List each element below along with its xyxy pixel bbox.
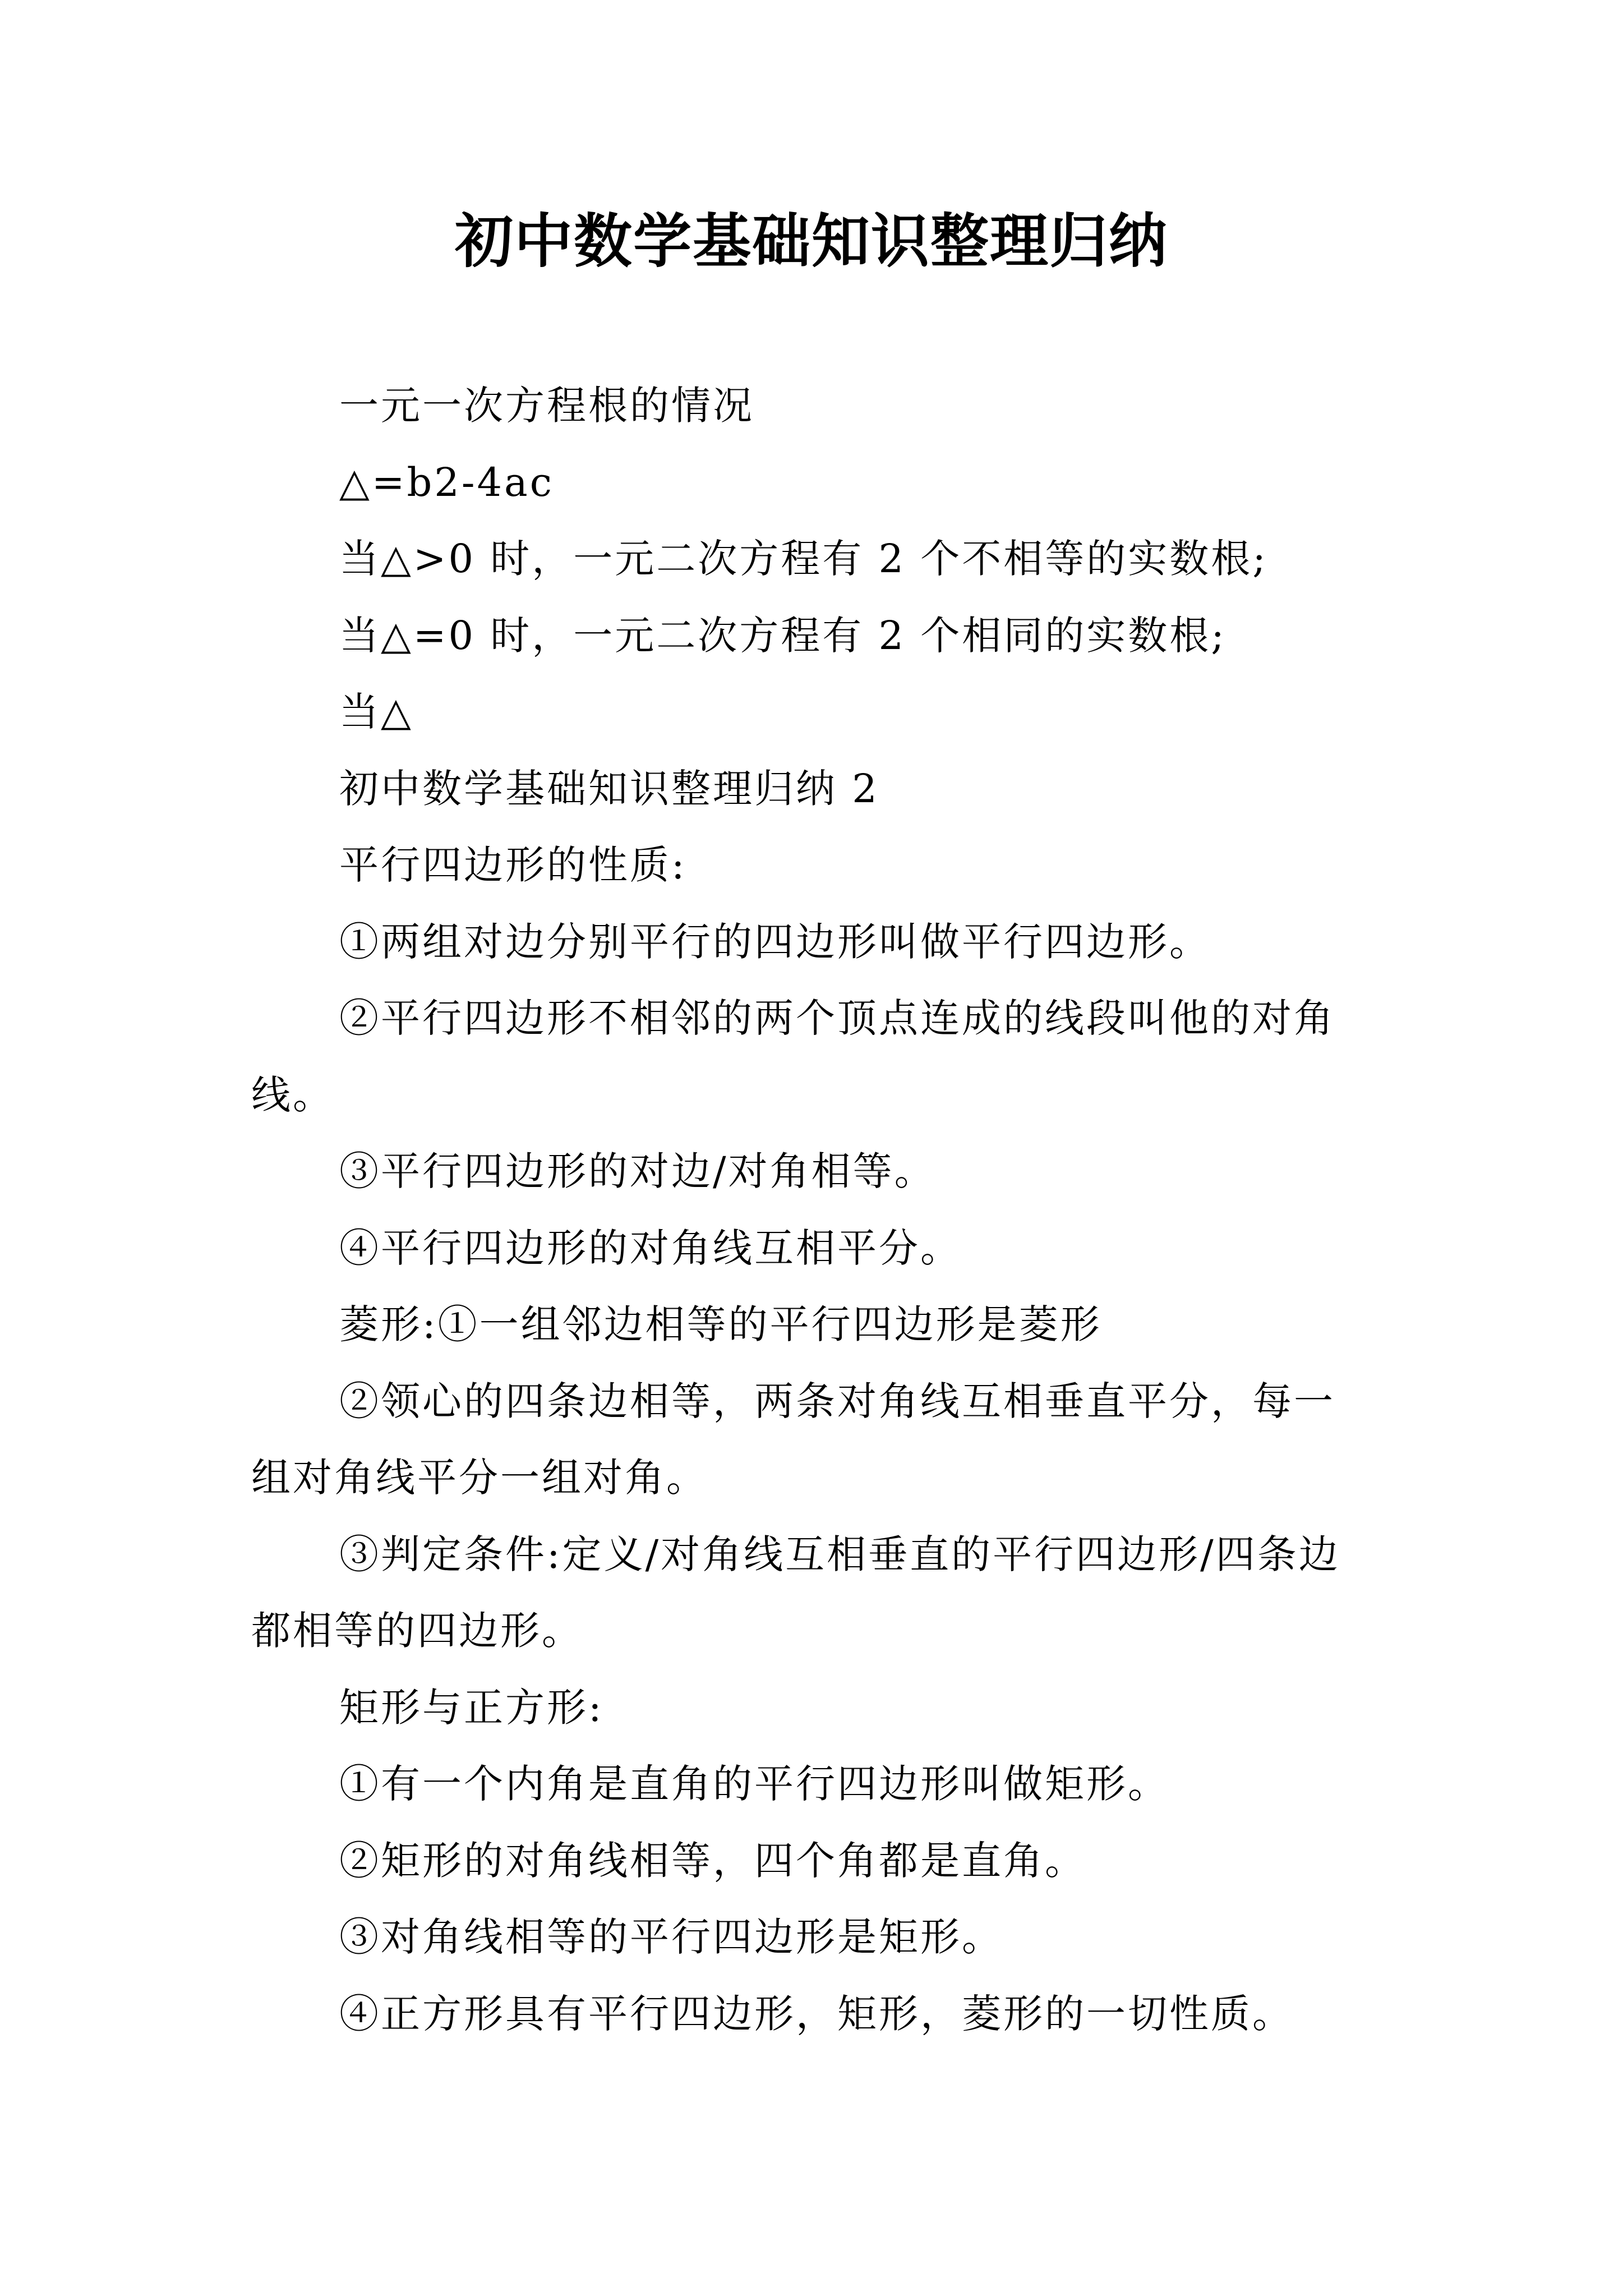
paragraph: 矩形与正方形: [339,1684,604,1731]
paragraph: 当△>0 时，一元二次方程有 2 个不相等的实数根; [339,536,1268,582]
paragraph: 菱形:①一组邻边相等的平行四边形是菱形 [339,1301,1102,1347]
paragraph: 当△ [339,689,413,735]
document-body [251,367,1373,2052]
paragraph: ③判定条件:定义/对角线互相垂直的平行四边形/四条边都相等的四边形。 [251,1531,1340,1654]
document-title: 初中数学基础知识整理归纳 [454,206,1168,275]
paragraph: 当△=0 时，一元二次方程有 2 个相同的实数根; [339,612,1227,659]
paragraph: ④正方形具有平行四边形，矩形，菱形的一切性质。 [339,1990,1294,2037]
paragraph: ③平行四边形的对边/对角相等。 [339,1148,936,1194]
paragraph: △=b2-4ac [339,459,554,505]
paragraph: 平行四边形的性质: [339,842,687,888]
paragraph: ①有一个内角是直角的平行四边形叫做矩形。 [339,1761,1169,1807]
paragraph: ③对角线相等的平行四边形是矩形。 [339,1914,1003,1960]
paragraph: ②平行四边形不相邻的两个顶点连成的线段叫他的对角线。 [251,995,1335,1118]
paragraph: ①两组对边分别平行的四边形叫做平行四边形。 [339,918,1211,965]
section-heading: 初中数学基础知识整理归纳 2 [339,765,879,812]
paragraph: ④平行四边形的对角线互相平分。 [339,1225,962,1271]
paragraph: ②领心的四条边相等，两条对角线互相垂直平分，每一组对角线平分一组对角。 [251,1378,1335,1501]
paragraph: ②矩形的对角线相等，四个角都是直角。 [339,1837,1086,1884]
paragraph: 一元一次方程根的情况 [339,383,754,429]
